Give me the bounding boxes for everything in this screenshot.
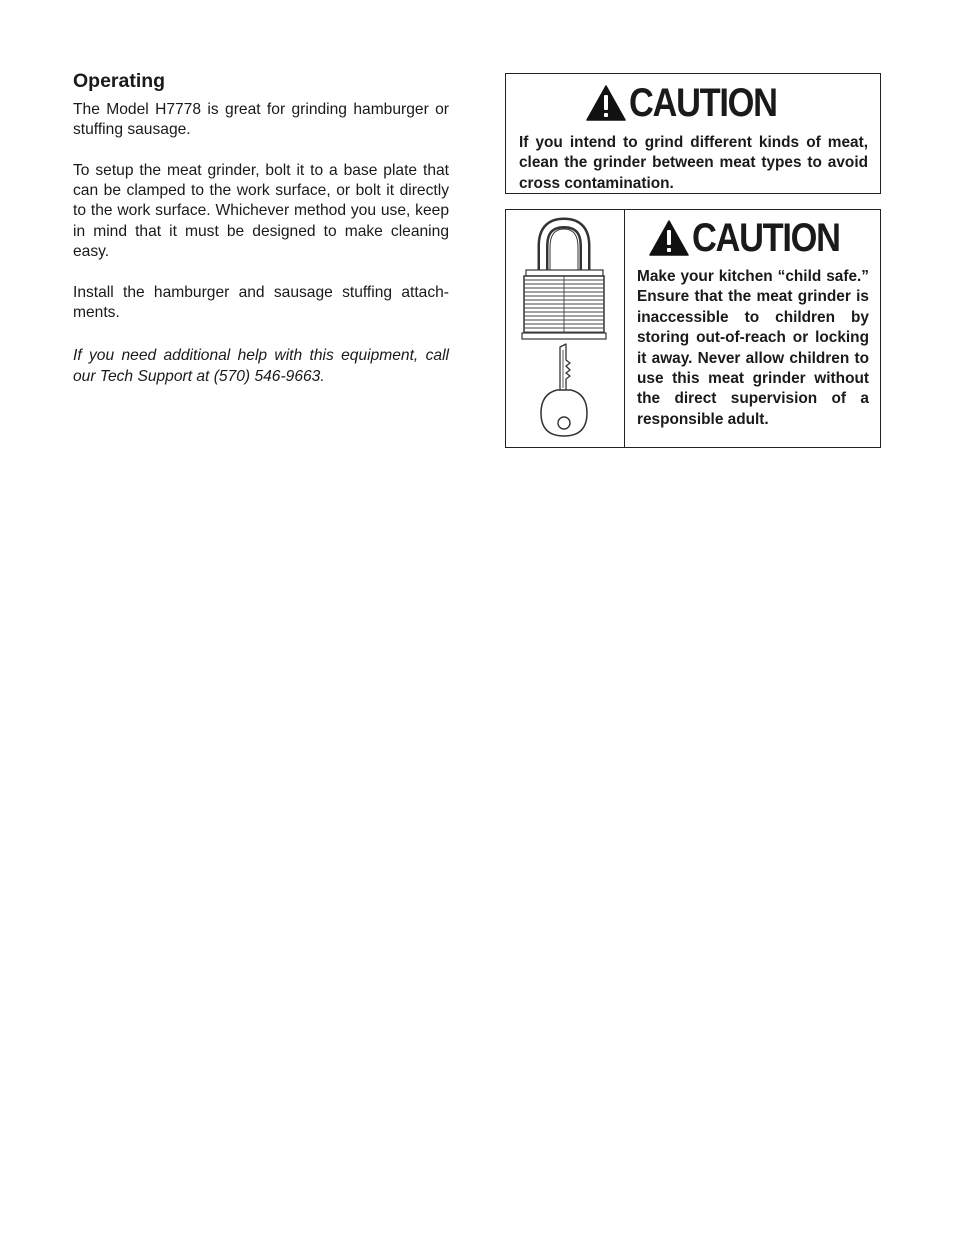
warning-triangle-icon <box>649 220 689 256</box>
tech-support-paragraph: If you need additional help with this equipment, call our Tech Support at (570) 546-9663. <box>73 347 449 385</box>
operating-section <box>73 68 449 407</box>
warning-triangle-icon <box>586 85 626 121</box>
setup-paragraph: To setup the meat grinder, bolt it to a base plate that can be clamped to the work surface, or bolt it directly to the work surface. Whichever method you use, keep in mind that it must be designed to make cleaning easy. <box>73 161 449 261</box>
intro-paragraph: The Model H7778 is great for grinding hamburger or stuffing sausage. <box>73 101 449 139</box>
caution-box-cross-contamination <box>505 73 881 194</box>
caution-header <box>506 83 880 123</box>
caution-text: If you intend to grind different kinds of meat, clean the grinder between meat types to avoid cross contamination. <box>519 134 868 192</box>
caution-box-child-safe <box>505 209 881 448</box>
caution-label: CAUTION <box>628 81 777 125</box>
padlock-icon <box>506 210 623 446</box>
caution-text-cell <box>625 210 880 447</box>
key-icon <box>541 344 587 436</box>
lock-illustration <box>506 210 625 447</box>
caution-text: Make your kitchen “child safe.” Ensure that the meat grinder is inaccessible to children by storing out-of-reach or locking it away. Never allow children to use this meat grinder without the direct supervision of a responsible adult. <box>637 268 869 428</box>
caution-header <box>637 218 869 258</box>
install-paragraph: Install the hamburger and sausage stuffing attach-ments. <box>73 283 449 321</box>
caution-label: CAUTION <box>692 216 840 260</box>
section-heading: Operating <box>73 70 166 92</box>
